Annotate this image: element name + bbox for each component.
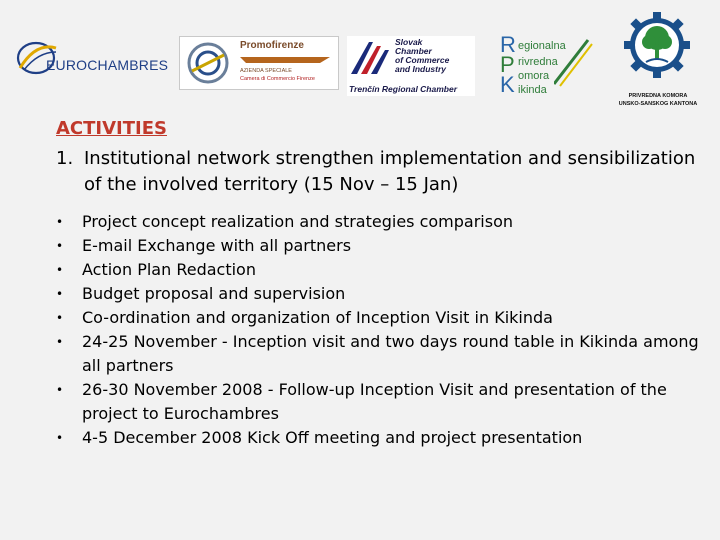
bullet-item <box>56 258 706 282</box>
bullet-item <box>56 234 706 258</box>
bullet-item <box>56 306 706 330</box>
bullet-item <box>56 378 706 426</box>
slovak-chamber-text <box>395 38 449 74</box>
promofirenze-logo <box>179 36 339 90</box>
slovak-line-2: Chamber <box>395 46 432 56</box>
rpk-word-2: rivredna <box>518 56 558 68</box>
promofirenze-name: Promofirenze <box>240 40 304 51</box>
bullet-text: E-mail Exchange with all partners <box>82 236 352 255</box>
activities-heading: ACTIVITIES <box>56 118 167 139</box>
slovak-chamber-logo <box>347 36 475 96</box>
slovak-chamber-footer: Trenčín Regional Chamber <box>349 84 458 94</box>
logo-strip <box>0 0 720 115</box>
bullet-icon: • <box>56 239 64 253</box>
bullet-icon: • <box>56 311 64 325</box>
bullet-icon: • <box>56 383 64 397</box>
regionalna-komora-logo <box>498 34 600 100</box>
bullet-icon: • <box>56 431 64 445</box>
promofirenze-boat-icon <box>240 55 330 63</box>
pk-caption-2: UNSKO-SANSKOG KANTONA <box>618 101 698 107</box>
rpk-word-1: egionalna <box>518 40 566 52</box>
bullet-item <box>56 210 706 234</box>
activities-bullet-list <box>56 210 706 450</box>
pk-caption-1: PRIVREDNA KOMORA <box>628 93 688 99</box>
eurochambres-logo-text: EUROCHAMBRES <box>46 57 169 73</box>
rpk-letter-r: R <box>500 32 516 57</box>
rpk-word-3: omora <box>518 70 550 82</box>
slovak-line-1: Slovak <box>395 37 423 47</box>
rpk-letter-k: K <box>500 72 515 97</box>
bullet-text: 4-5 December 2008 Kick Off meeting and project presentation <box>82 428 583 447</box>
promofirenze-subtitle: AZIENDA SPECIALE <box>240 68 292 74</box>
bullet-icon: • <box>56 215 64 229</box>
bullet-item <box>56 282 706 306</box>
pk-usk-logo <box>608 10 708 114</box>
bullet-text: Co-ordination and organization of Inception Visit in Kikinda <box>82 308 553 327</box>
promofirenze-chamber: Camera di Commercio Firenze <box>240 76 315 82</box>
gear-tree-icon <box>624 12 690 78</box>
slovak-line-4: and Industry <box>395 64 447 74</box>
numbered-item <box>56 146 706 198</box>
bullet-item <box>56 330 706 378</box>
bullet-text: 24-25 November - Inception visit and two days round table in Kikinda among all partners <box>82 332 699 375</box>
bullet-item <box>56 426 706 450</box>
eurochambres-logo <box>12 36 168 84</box>
rpk-letter-p: P <box>500 52 515 77</box>
numbered-item-number: 1. <box>56 148 74 169</box>
bullet-icon: • <box>56 287 64 301</box>
rpk-diagonal-icon <box>554 38 594 88</box>
bullet-text: Action Plan Redaction <box>82 260 256 279</box>
bullet-icon: • <box>56 335 64 349</box>
slovak-line-3: of Commerce <box>395 55 450 65</box>
numbered-item-text: Institutional network strengthen implementation and sensibilization of the involved territory (15 Nov – 15 Jan) <box>84 148 696 195</box>
bullet-text: Project concept realization and strategies comparison <box>82 212 513 231</box>
bullet-text: Budget proposal and supervision <box>82 284 346 303</box>
bullet-icon: • <box>56 263 64 277</box>
bullet-text: 26-30 November 2008 - Follow-up Inception Visit and presentation of the project to Eurochambres <box>82 380 667 423</box>
promofirenze-emblem-icon <box>186 41 230 85</box>
slovak-chamber-emblem-icon <box>349 38 391 78</box>
rpk-word-4: ikinda <box>518 84 547 96</box>
